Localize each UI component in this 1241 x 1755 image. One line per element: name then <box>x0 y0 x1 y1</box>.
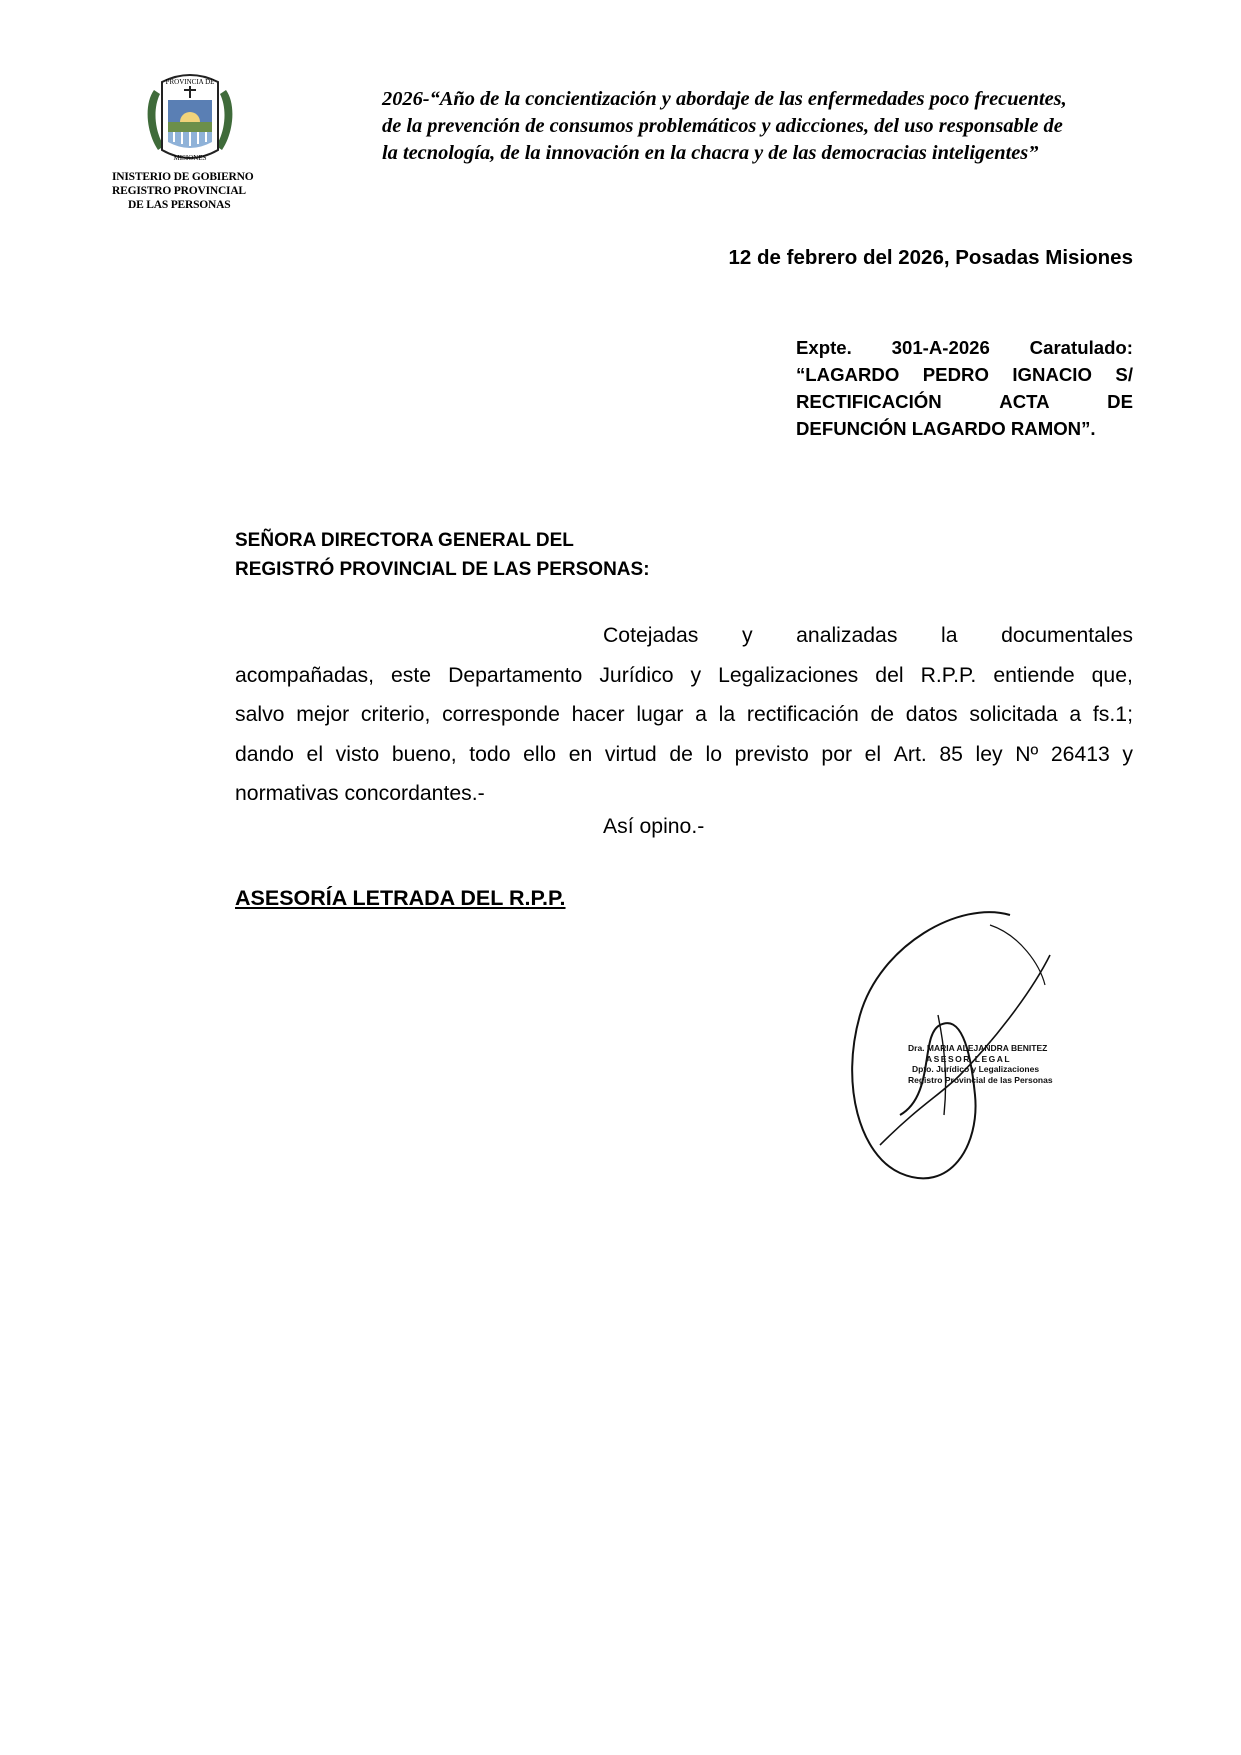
word: 26413 <box>1050 742 1110 766</box>
closing-text: Así opino.- <box>603 815 705 838</box>
word: la <box>718 703 736 726</box>
word: por <box>821 742 853 766</box>
date-line: 12 de febrero del 2026, Posadas Misiones <box>728 246 1133 269</box>
signatory-title: ASESORÍA LETRADA DEL R.P.P. <box>235 886 566 910</box>
provincial-seal-icon <box>140 70 240 168</box>
addressee-line: REGISTRÓ PROVINCIAL DE LAS PERSONAS: <box>235 559 650 580</box>
stamp-line: ASESOR LEGAL <box>926 1053 1012 1064</box>
word: mejor <box>296 703 350 726</box>
word: hacer <box>571 703 625 726</box>
expediente-block <box>796 334 1133 442</box>
word: la <box>941 624 958 647</box>
expediente-line <box>796 361 1133 388</box>
word: virtud <box>604 742 657 766</box>
word: acompañadas, <box>235 663 374 687</box>
word: salvo <box>235 703 285 726</box>
word: RECTIFICACIÓN <box>796 391 942 412</box>
word: lo <box>705 742 722 766</box>
word: R.P.P. <box>920 663 977 687</box>
stamp-line: Dra. MARIA ALEJANDRA BENITEZ <box>908 1043 1048 1053</box>
body-line <box>235 695 1133 735</box>
word: PEDRO <box>922 364 989 385</box>
year-motto <box>382 86 1162 167</box>
word: Nº <box>1015 742 1039 766</box>
word: ello <box>523 742 557 766</box>
motto-line: 2026-“Año de la concientización y abordaje de las enfermedades poco frecuentes, <box>382 88 1067 110</box>
word: el <box>864 742 882 766</box>
word: ley <box>975 742 1003 766</box>
body-line <box>235 735 1133 775</box>
word: que, <box>1091 663 1133 687</box>
word: de <box>870 703 895 726</box>
stamp-line: Dpto. Jurídico y Legalizaciones <box>912 1064 1040 1074</box>
ministry-line: INISTERIO DE GOBIERNO <box>112 171 254 183</box>
word: del <box>875 663 904 687</box>
seal-top-text: PROVINCIA DE <box>165 78 215 86</box>
word: Departamento <box>448 663 583 687</box>
expediente-line <box>796 334 1133 361</box>
word: 301-A-2026 <box>891 337 990 358</box>
body-line <box>235 656 1133 696</box>
word: solicitada <box>969 703 1058 726</box>
word: datos <box>905 703 958 726</box>
word: rectificación <box>746 703 859 726</box>
word: ACTA <box>999 391 1050 412</box>
word: IGNACIO <box>1012 364 1092 385</box>
word: a <box>695 703 707 726</box>
stamp-line: Registro Provincial de las Personas <box>908 1074 1053 1085</box>
word: Art. <box>893 742 927 766</box>
word: “LAGARDO <box>796 364 900 385</box>
word: y <box>1122 742 1133 766</box>
word: fs.1; <box>1092 703 1133 726</box>
motto-line: de la prevención de consumos problemáticos y adicciones, del uso responsable de <box>382 115 1063 137</box>
word: analizadas <box>796 624 898 647</box>
seal-bottom-text: MISIONES <box>173 154 207 162</box>
ministry-header <box>112 170 282 212</box>
word: y <box>690 663 702 687</box>
word: lugar <box>636 703 684 726</box>
word: y <box>741 624 753 647</box>
word: DE <box>1107 391 1133 412</box>
word: todo <box>469 742 511 766</box>
body-line: normativas concordantes.- <box>235 782 485 805</box>
word: Legalizaciones <box>718 663 859 687</box>
word: a <box>1069 703 1082 726</box>
addressee <box>235 526 650 584</box>
word: dando <box>235 742 294 766</box>
word: el <box>306 742 324 766</box>
body-paragraph <box>235 616 1133 814</box>
expediente-line <box>796 388 1133 415</box>
word: documentales <box>1001 624 1133 647</box>
word: de <box>669 742 693 766</box>
word: criterio, <box>360 703 431 726</box>
addressee-line: SEÑORA DIRECTORA GENERAL DEL <box>235 530 574 551</box>
word: entiende <box>993 663 1075 687</box>
ministry-line: REGISTRO PROVINCIAL <box>112 185 246 197</box>
word: previsto <box>734 742 809 766</box>
word: Caratulado: <box>1029 337 1133 358</box>
word: S/ <box>1115 364 1133 385</box>
motto-line: la tecnología, de la innovación en la chacra y de las democracias inteligentes” <box>382 142 1039 164</box>
body-line <box>235 616 1133 656</box>
word: Cotejadas <box>603 624 699 647</box>
word: este <box>391 663 432 687</box>
ministry-line: DE LAS PERSONAS <box>128 199 231 211</box>
word: bueno, <box>391 742 457 766</box>
signature-stamp <box>908 1043 1053 1085</box>
word: 85 <box>939 742 963 766</box>
word: en <box>568 742 593 766</box>
word: corresponde <box>442 703 560 726</box>
word: Jurídico <box>599 663 674 687</box>
word: visto <box>335 742 380 766</box>
word: Expte. <box>796 337 852 358</box>
expediente-line: DEFUNCIÓN LAGARDO RAMON”. <box>796 418 1096 439</box>
